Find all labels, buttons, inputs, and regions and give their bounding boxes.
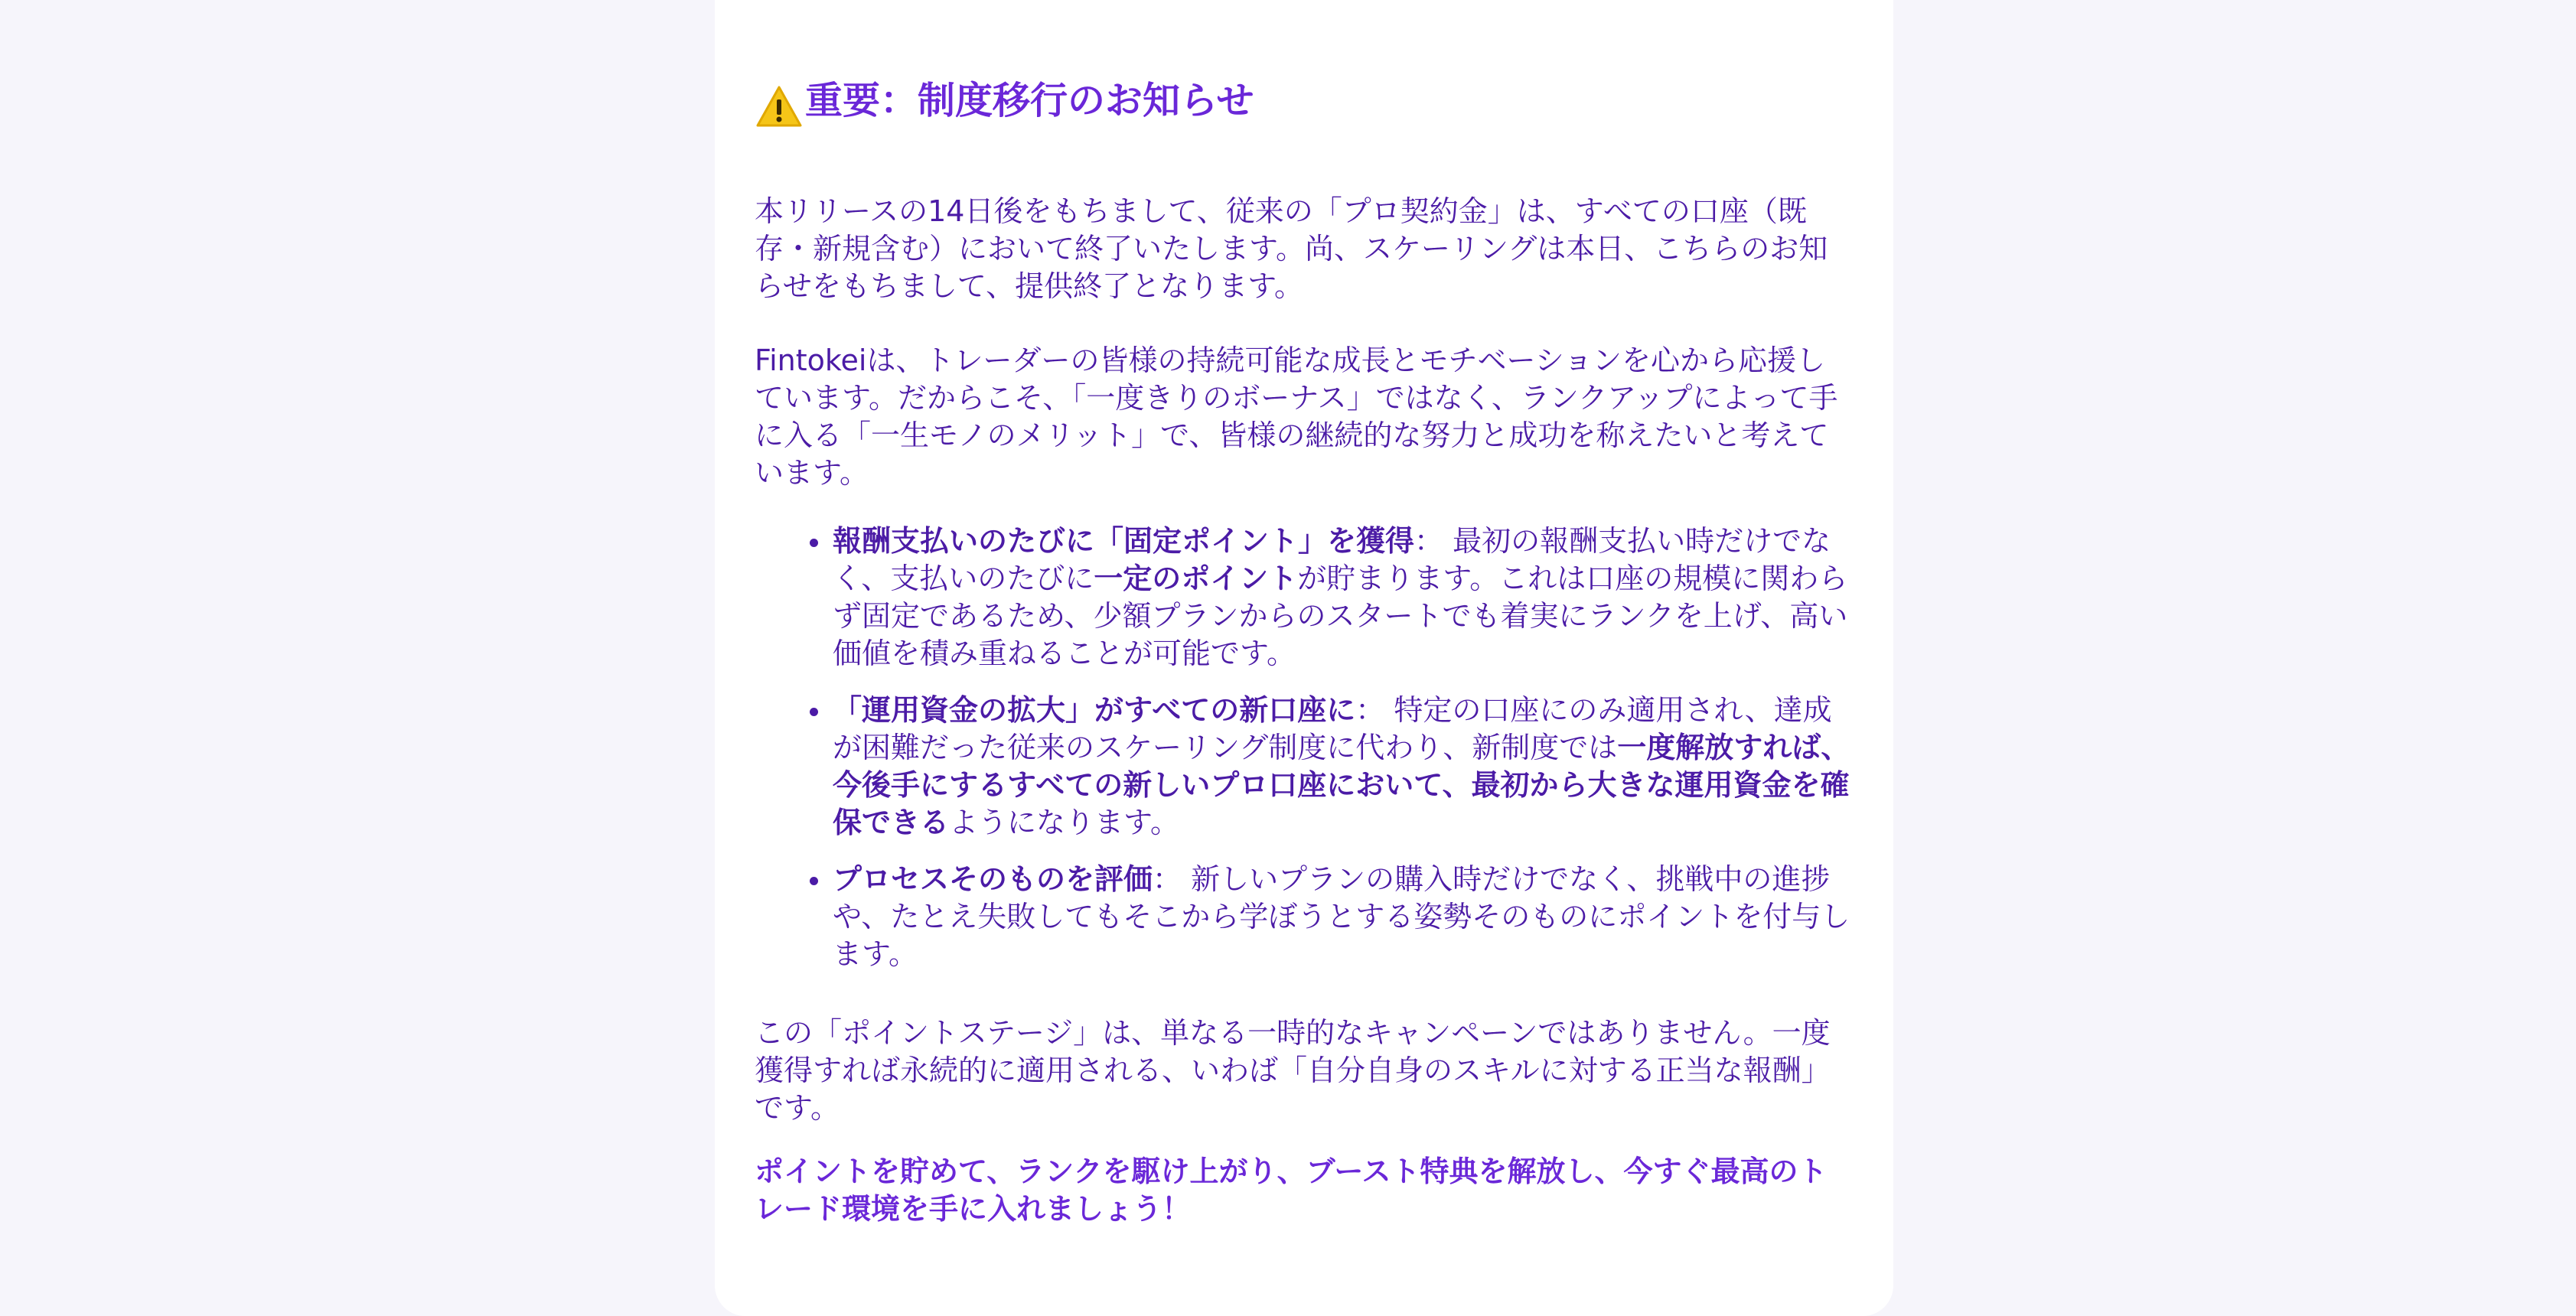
list-item bbox=[833, 523, 1854, 673]
bullet-dot bbox=[810, 539, 818, 547]
benefit-separator: ： bbox=[1355, 693, 1385, 727]
benefit-heading: 報酬支払いのたびに「固定ポイント」を獲得 bbox=[833, 524, 1415, 558]
benefit-text: 最初の報酬支払い時だけでなく、支払いのたびに bbox=[833, 524, 1831, 595]
benefit-separator: ： bbox=[1414, 524, 1444, 558]
benefit-text: 特定の口座にのみ適用され、達成が困難だった従来のスケーリング制度に代わり、新制度では bbox=[833, 693, 1832, 764]
benefit-emphasis: 一定のポイント bbox=[1094, 562, 1298, 595]
list-item bbox=[833, 861, 1854, 973]
closing-call-to-action: ポイントを貯めて、ランクを駆け上がり、ブースト特典を解放し、今すぐ最高のトレード環境を手に入れましょう！ bbox=[755, 1155, 1828, 1226]
notice-card bbox=[715, 0, 1893, 1316]
benefit-text: が貯まります。これは口座の規模に関わらず固定であるため、少額プランからのスタートでも着実にランクを上げ、高い価値を積み重ねることが可能です。 bbox=[833, 562, 1848, 670]
benefit-heading: 「運用資金の拡大」がすべての新口座に bbox=[833, 693, 1356, 727]
paragraph-philosophy: Fintokeiは、トレーダーの皆様の持続可能な成長とモチベーションを心から応援しています。だからこそ、「一度きりのボーナス」ではなく、ランクアップによって手に入る「一生モノのメリット」で、皆様の継続的な努力と成功を称えたいと考えています。 bbox=[755, 344, 1838, 490]
benefit-emphasis: 一度解放すれば、今後手にするすべての新しいプロ口座において、最初から大きな運用資金を確保できる bbox=[833, 731, 1850, 839]
bullet-dot bbox=[810, 877, 818, 885]
benefit-text: ようになります。 bbox=[949, 806, 1179, 839]
benefit-list bbox=[755, 523, 1854, 973]
paragraph-termination: 本リリースの14日後をもちまして、従来の「プロ契約金」は、すべての口座（既存・新規含む）において終了いたします。尚、スケーリングは本日、こちらのお知らせをもちまして、提供終了となります。 bbox=[755, 194, 1828, 303]
paragraph-point-stage: この「ポイントステージ」は、単なる一時的なキャンペーンではありません。一度獲得すれば永続的に適用される、いわば「自分自身のスキルに対する正当な報酬」です。 bbox=[755, 1016, 1831, 1125]
benefit-text: 新しいプランの購入時だけでなく、挑戦中の進捗や、たとえ失敗してもそこから学ぼうとする姿勢そのものにポイントを付与します。 bbox=[833, 862, 1850, 971]
notice-title bbox=[755, 77, 1854, 125]
benefit-heading: プロセスそのものを評価 bbox=[833, 862, 1153, 896]
notice-title-text: 重要：制度移行のお知らせ bbox=[805, 79, 1254, 122]
bullet-dot bbox=[810, 708, 818, 716]
benefit-separator: ： bbox=[1153, 862, 1182, 896]
warning-icon bbox=[755, 83, 804, 132]
list-item bbox=[833, 692, 1854, 842]
